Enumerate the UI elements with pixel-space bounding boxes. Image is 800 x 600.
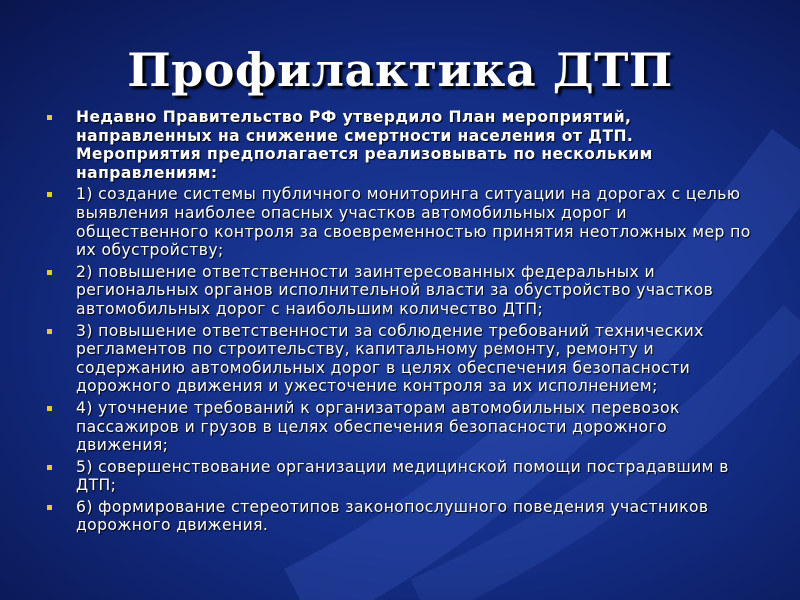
list-item-text: 1) создание системы публичного мониторинга ситуации на дорогах с целью выявления наиболее опасных участков автомобильных дорог и общественного контроля за своевременностью принятия неотложных мер по их обустройству; [76, 185, 751, 260]
slide-title: Профилактика ДТП [127, 43, 673, 97]
bullet-square-icon [47, 505, 52, 510]
list-item-text: 2) повышение ответственности заинтересованных федеральных и региональных органов исполнительной власти за обустройство участков автомобильных дорог с наибольшим количество ДТП; [76, 262, 714, 318]
bullet-square-icon [47, 329, 52, 334]
list-item [47, 458, 759, 495]
list-item [47, 185, 759, 259]
bullet-square-icon [47, 465, 52, 470]
list-item [47, 498, 759, 535]
list-item-text: 4) уточнение требований к организаторам автомобильных перевозок пассажиров и грузов в целях обеспечения безопасности дорожного движения; [76, 398, 680, 455]
list-item-text: Недавно Правительство РФ утвердило План мероприятий, направленных на снижение смертности населения от ДТП. Мероприятия предполагается реализовывать по нескольким направлениям: [76, 108, 653, 182]
list-item [47, 399, 759, 455]
bullet-square-icon [47, 270, 52, 275]
list-item-text: 6) формирование стереотипов законопослушного поведения участников дорожного движения. [76, 497, 709, 535]
bullet-square-icon [47, 406, 52, 411]
bullet-square-icon [47, 192, 52, 197]
list-item [47, 108, 759, 182]
list-item-text: 5) совершенствование организации медицинской помощи пострадавшим в ДТП; [76, 457, 729, 495]
bullet-square-icon [47, 115, 52, 120]
list-item-text: 3) повышение ответственности за соблюдение требований технических регламентов по строительству, капитальному ремонту, ремонту и содержанию автомобильных дорог в целях обеспечения безопасности дорожного движения и ужесточение контроля за их исполнением; [76, 321, 704, 396]
list-item [47, 263, 759, 319]
bullet-list [47, 108, 759, 538]
list-item [47, 322, 759, 396]
